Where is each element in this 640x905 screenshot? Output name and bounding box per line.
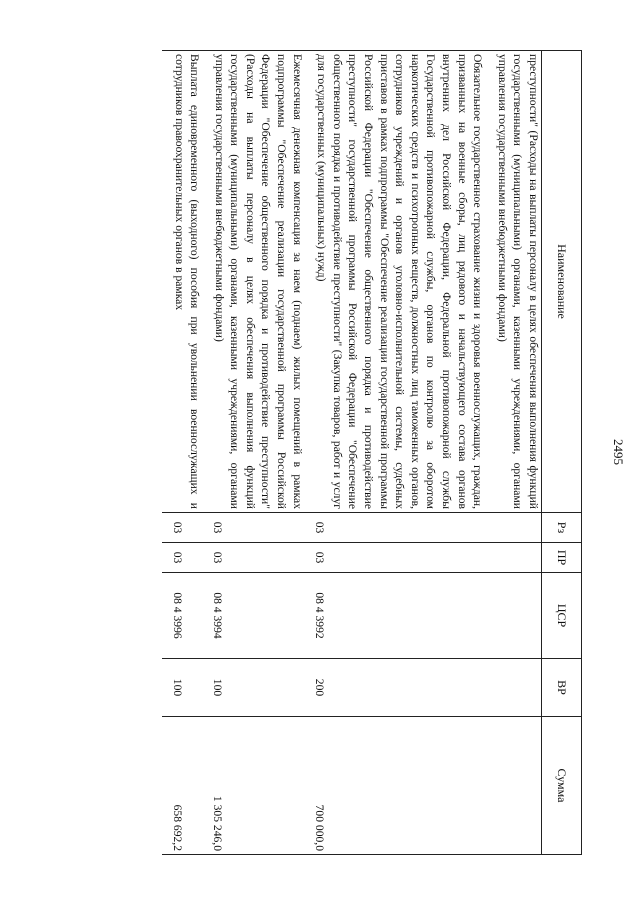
row-vr: 100 [162,659,202,717]
row-name: Ежемесячная денежная компенсация за наем (поднаем) жилых помещений в рамках подпрограммы "Обеспечение реализации государственной программы Российской Федерации "Обеспечение общественного порядка и противодействие преступности" (Расходы на выплаты персоналу в целях обеспечения выполнения функций государственными (муниципальными) органами, казенными учреждениями, органами управления государственными внебюджетными фондами) [202,51,305,513]
row-rz: 03 [162,513,202,543]
row-csr: 08 4 3992 [305,573,486,659]
page-number: 2495 [611,439,626,465]
row-sum: 700 000,0 [305,717,486,855]
header-sum: Сумма [542,717,582,855]
row-rz: 03 [202,513,305,543]
table-row [162,51,202,855]
table-row [485,51,541,855]
row-name: преступности" (Расходы на выплаты персоналу в целях обеспечения выполнения функций государственными (муниципальными) органами, казенными учреждениями, органами управления государственными внебюджетными фондами) [485,51,541,513]
row-sum [485,717,541,855]
table-row [305,51,486,855]
row-vr: 100 [202,659,305,717]
row-csr: 08 4 3994 [202,573,305,659]
table-header-row [542,51,582,855]
row-pr: 03 [162,543,202,573]
row-name: Выплата единовременного (выходного) пособия при увольнении военнослужащих и сотрудников правоохранительных органов в рамках [162,51,202,513]
row-pr: 03 [202,543,305,573]
row-rz [485,513,541,543]
header-pr: ПР [542,543,582,573]
header-rz: Рз [542,513,582,543]
row-name: Обязательное государственное страхование жизни и здоровья военнослужащих, граждан, призванных на военные сборы, лиц рядового и начальствующего состава органов внутренних дел Российской Федерации, Федеральной противопожарной службы Государственной противопожарной службы, органов по контролю за оборотом наркотических средств и психотропных веществ, должностных лиц таможенных органов, сотрудников учреждений и органов уголовно-исполнительной системы, судебных приставов в рамках подпрограммы "Обеспечение реализации государственной программы Российской Федерации "Обеспечение общественного порядка и противодействие преступности" государственной программы Российской Федерации "Обеспечение общественного порядка и противодействие преступности" (Закупка товаров, работ и услуг для государственных (муниципальных) нужд) [305,51,486,513]
row-pr: 03 [305,543,486,573]
row-sum: 1 305 246,0 [202,717,305,855]
row-csr: 08 4 3996 [162,573,202,659]
row-csr [485,573,541,659]
budget-table [162,50,582,855]
header-name: Наименование [542,51,582,513]
row-sum: 658 692,2 [162,717,202,855]
row-vr [485,659,541,717]
row-pr [485,543,541,573]
row-rz: 03 [305,513,486,543]
row-vr: 200 [305,659,486,717]
header-csr: ЦСР [542,573,582,659]
budget-table-page [58,50,582,854]
header-vr: ВР [542,659,582,717]
table-row [202,51,305,855]
